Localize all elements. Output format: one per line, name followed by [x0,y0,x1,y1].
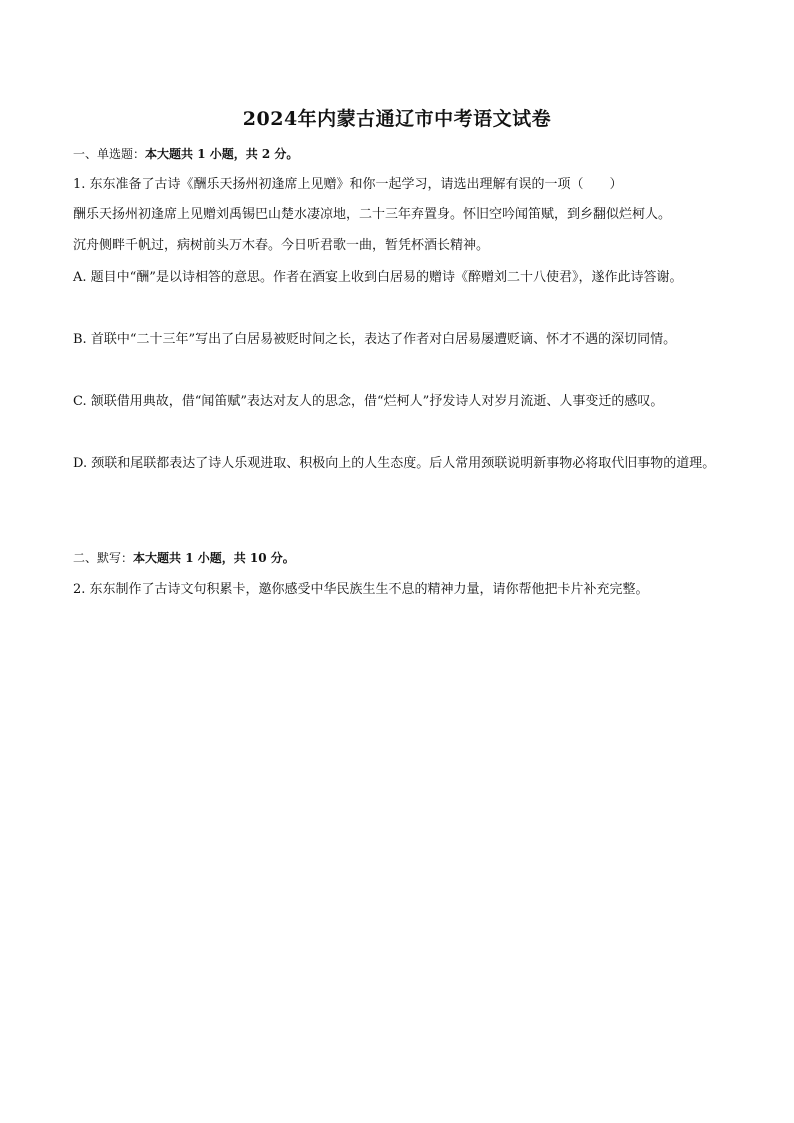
section-label: 一、单选题： [73,147,146,161]
section-heading-single-choice [73,146,298,162]
question-1-stem: 1. 东东准备了古诗《酬乐天扬州初逢席上见赠》和你一起学习，请选出理解有误的一项（ ） [73,177,623,192]
poem-line-1: 酬乐天扬州初逢席上见赠刘禹锡巴山楚水凄凉地，二十三年弃置身。怀旧空吟闻笛赋，到乡翻似烂柯人。 [73,207,672,222]
section-label: 二、默写： [73,551,134,565]
section-heading-dictation [73,550,295,566]
page-title: 2024年内蒙古通辽市中考语文试卷 [242,108,552,130]
question-2-stem: 2. 东东制作了古诗文句积累卡，邀你感受中华民族生生不息的精神力量，请你帮他把卡片补充完整。 [73,582,649,597]
section-description: 本大题共 1 小题，共 10 分。 [133,551,295,565]
option-b: B. 首联中“二十三年”写出了白居易被贬时间之长，表达了作者对白居易屡遭贬谪、怀才不遇的深切同情。 [73,332,677,347]
poem-line-2: 沉舟侧畔千帆过，病树前头万木春。今日听君歌一曲，暂凭杯酒长精神。 [73,238,490,253]
section-description: 本大题共 1 小题，共 2 分。 [145,147,299,161]
option-c: C. 颔联借用典故，借“闻笛赋”表达对友人的思念，借“烂柯人”抒发诗人对岁月流逝、人事变迁的感叹。 [73,394,664,409]
option-a: A. 题目中“酬”是以诗相答的意思。作者在酒宴上收到白居易的赠诗《醉赠刘二十八使君》，遂作此诗答谢。 [73,270,683,285]
option-d: D. 颈联和尾联都表达了诗人乐观进取、积极向上的人生态度。后人常用颈联说明新事物必将取代旧事物的道理。 [73,456,716,471]
